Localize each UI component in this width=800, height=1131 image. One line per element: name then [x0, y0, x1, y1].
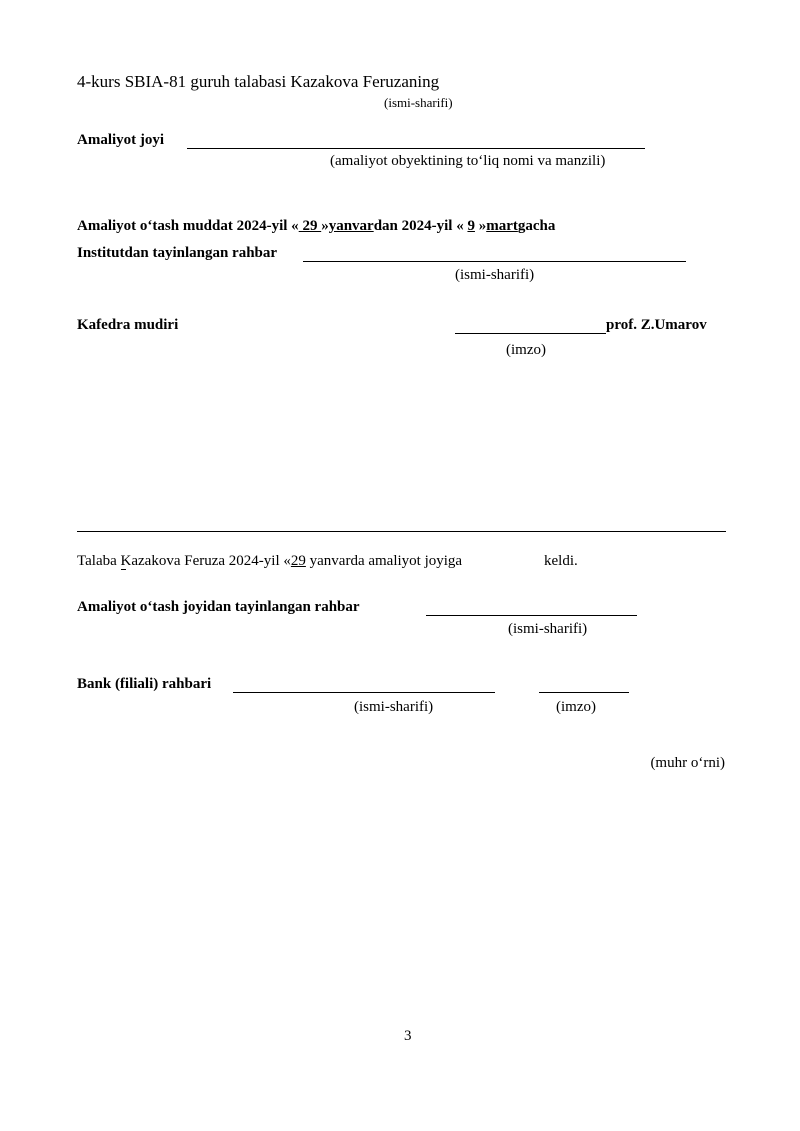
practice-place-line	[187, 148, 645, 149]
bank-head-label: Bank (filiali) rahbari	[77, 676, 212, 692]
period-sep-1: »	[321, 218, 329, 234]
period-day-end: 9	[467, 218, 475, 234]
bank-head-sign-caption: (imzo)	[556, 699, 596, 715]
institute-supervisor-line	[303, 261, 686, 262]
arrival-day: 29	[290, 553, 306, 569]
arrival-name-underline	[121, 569, 126, 570]
period-month-end: mart	[486, 218, 518, 234]
department-head-sign-line	[455, 333, 606, 334]
arrival-prefix: Talaba	[77, 553, 121, 569]
institute-supervisor-caption: (ismi-sharifi)	[455, 267, 535, 283]
bank-head-sign-line	[539, 692, 629, 693]
arrival-sentence	[77, 554, 462, 569]
practice-place-caption: (amaliyot obyektining to‘liq nomi va manzili)	[330, 153, 606, 169]
period-mid: dan 2024-yil «	[373, 218, 468, 234]
period-sep-2: »	[474, 218, 487, 234]
period-suffix: gacha	[517, 218, 556, 234]
site-supervisor-label: Amaliyot o‘tash joyidan tayinlangan rahbar	[77, 599, 360, 615]
student-title: 4-kurs SBIA-81 guruh talabasi Kazakova Feruzaning	[77, 72, 440, 91]
department-head-name: prof. Z.Umarov	[606, 317, 707, 333]
institute-supervisor-label: Institutdan tayinlangan rahbar	[77, 245, 278, 261]
student-name-caption: (ismi-sharifi)	[384, 95, 453, 110]
arrival-student-name: Kazakova Feruza	[120, 553, 226, 569]
arrival-month: yanvarda amaliyot joyiga	[305, 553, 463, 569]
period-day-start: 29	[298, 218, 322, 234]
period-month-start: yanvar	[328, 218, 374, 234]
practice-place-label: Amaliyot joyi	[77, 132, 165, 148]
page-number: 3	[404, 1028, 412, 1044]
site-supervisor-line	[426, 615, 637, 616]
department-head-caption: (imzo)	[506, 342, 546, 358]
site-supervisor-caption: (ismi-sharifi)	[508, 621, 588, 637]
arrival-suffix: keldi.	[544, 553, 578, 569]
practice-period	[77, 219, 555, 234]
arrival-year: 2024-yil «	[225, 553, 291, 569]
bank-head-name-caption: (ismi-sharifi)	[354, 699, 434, 715]
stamp-caption: (muhr o‘rni)	[650, 755, 725, 771]
department-head-label: Kafedra mudiri	[77, 317, 179, 333]
section-divider	[77, 531, 726, 532]
period-prefix: Amaliyot o‘tash muddat 2024-yil «	[77, 218, 299, 234]
bank-head-name-line	[233, 692, 495, 693]
